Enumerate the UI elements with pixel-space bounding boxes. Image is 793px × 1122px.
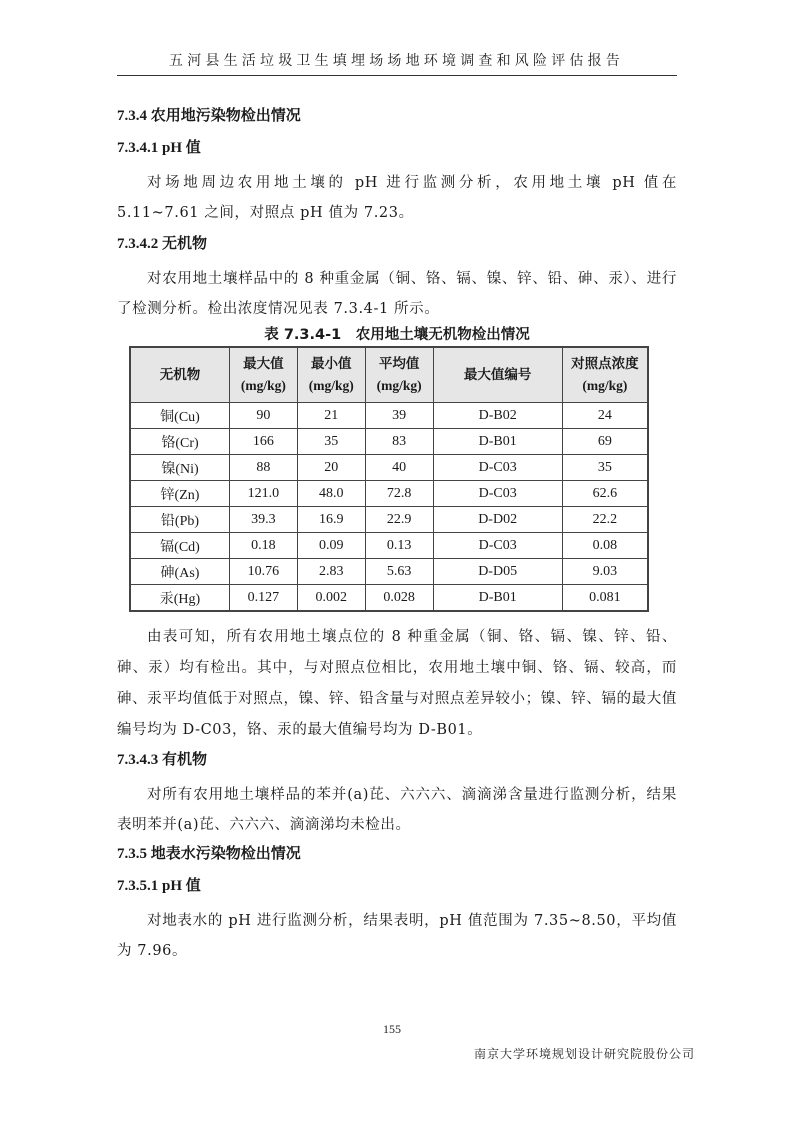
inorganic-table xyxy=(129,346,649,612)
table-row xyxy=(130,429,648,455)
table-cell: 0.002 xyxy=(297,585,365,612)
table-cell: D-B01 xyxy=(433,429,562,455)
table-cell: D-B02 xyxy=(433,403,562,429)
table-row xyxy=(130,481,648,507)
table-cell: 35 xyxy=(297,429,365,455)
column-header-label: 最小值 xyxy=(311,356,352,372)
table-cell: 2.83 xyxy=(297,559,365,585)
column-header xyxy=(365,347,433,403)
element-name-cell: 锌(Zn) xyxy=(130,481,229,507)
table-cell: 0.08 xyxy=(562,533,648,559)
column-header-label: 无机物 xyxy=(159,367,201,383)
table-cell: D-B01 xyxy=(433,585,562,612)
section-heading-7-3-5: 7.3.5 地表水污染物检出情况 xyxy=(117,846,301,862)
page-content xyxy=(117,104,677,966)
table-cell: 62.6 xyxy=(562,481,648,507)
table-cell: 35 xyxy=(562,455,648,481)
column-header xyxy=(433,347,562,403)
table-cell: 39.3 xyxy=(229,507,297,533)
table-cell: 21 xyxy=(297,403,365,429)
table-cell: 121.0 xyxy=(229,481,297,507)
element-name-cell: 砷(As) xyxy=(130,559,229,585)
table-row xyxy=(130,507,648,533)
paragraph-ph-water: 对地表水的 pH 进行监测分析，结果表明，pH 值范围为 7.35~8.50，平均值为 7.96。 xyxy=(117,913,677,959)
table-row xyxy=(130,403,648,429)
table-cell: 0.09 xyxy=(297,533,365,559)
table-cell: D-C03 xyxy=(433,455,562,481)
table-cell: 69 xyxy=(562,429,648,455)
table-cell: 10.76 xyxy=(229,559,297,585)
table-cell: 24 xyxy=(562,403,648,429)
column-header-label: 平均值 xyxy=(378,356,420,372)
table-row xyxy=(130,559,648,585)
table-cell: 22.2 xyxy=(562,507,648,533)
section-heading-7-3-4: 7.3.4 农用地污染物检出情况 xyxy=(117,108,301,124)
element-name-cell: 镍(Ni) xyxy=(130,455,229,481)
table-cell: 72.8 xyxy=(365,481,433,507)
table-cell: 16.9 xyxy=(297,507,365,533)
paragraph-analysis: 由表可知，所有农用地土壤点位的 8 种重金属（铜、铬、镉、镍、锌、铅、砷、汞）均有检出。其中，与对照点位相比，农用地土壤中铜、铬、镉、较高，而砷、汞平均值低于对照点，镍、锌、铅含量与对照点差异较小；镍、锌、镉的最大值编号均为 D-C03，铬、汞的最大值编号均为 D-B01。 xyxy=(117,629,677,738)
table-cell: 0.13 xyxy=(365,533,433,559)
element-name-cell: 汞(Hg) xyxy=(130,585,229,612)
table-cell: 0.127 xyxy=(229,585,297,612)
document-title: 五河县生活垃圾卫生填埋场场地环境调查和风险评估报告 xyxy=(169,53,624,69)
table-cell: D-C03 xyxy=(433,481,562,507)
column-header-unit: (mg/kg) xyxy=(240,378,286,393)
paragraph-organic: 对所有农用地土壤样品的苯并(a)芘、六六六、滴滴涕含量进行监测分析，结果表明苯并(a)芘、六六六、滴滴涕均未检出。 xyxy=(117,787,677,833)
table-cell: 20 xyxy=(297,455,365,481)
table-cell: 166 xyxy=(229,429,297,455)
element-name-cell: 铬(Cr) xyxy=(130,429,229,455)
section-heading-7-3-4-2: 7.3.4.2 无机物 xyxy=(117,236,208,252)
header-divider xyxy=(117,75,677,76)
table-cell: 0.18 xyxy=(229,533,297,559)
column-header xyxy=(229,347,297,403)
column-header-unit: (mg/kg) xyxy=(308,378,354,393)
table-caption: 表 7.3.4-1 农用地土壤无机物检出情况 xyxy=(264,327,530,343)
table-row xyxy=(130,455,648,481)
column-header-label: 最大值 xyxy=(243,356,284,372)
table-cell: 88 xyxy=(229,455,297,481)
table-cell: 0.028 xyxy=(365,585,433,612)
table-cell: 22.9 xyxy=(365,507,433,533)
table-cell: 90 xyxy=(229,403,297,429)
section-heading-7-3-5-1: 7.3.5.1 pH 值 xyxy=(117,878,201,894)
section-heading-7-3-4-3: 7.3.4.3 有机物 xyxy=(117,752,208,768)
column-header-label: 对照点浓度 xyxy=(571,356,639,372)
table-cell: 39 xyxy=(365,403,433,429)
element-name-cell: 镉(Cd) xyxy=(130,533,229,559)
column-header xyxy=(562,347,648,403)
table-cell: 5.63 xyxy=(365,559,433,585)
table-header-row xyxy=(130,347,648,403)
footer-organization: 南京大学环境规划设计研究院股份公司 xyxy=(474,1047,696,1061)
element-name-cell: 铜(Cu) xyxy=(130,403,229,429)
paragraph-inorganic: 对农用地土壤样品中的 8 种重金属（铜、铬、镉、镍、锌、铅、砷、汞）、进行了检测分析。检出浓度情况见表 7.3.4-1 所示。 xyxy=(117,271,677,317)
table-row xyxy=(130,585,648,612)
table-cell: D-D02 xyxy=(433,507,562,533)
element-name-cell: 铅(Pb) xyxy=(130,507,229,533)
table-cell: D-C03 xyxy=(433,533,562,559)
column-header xyxy=(130,347,229,403)
table-cell: 9.03 xyxy=(562,559,648,585)
column-header-unit: (mg/kg) xyxy=(582,378,628,393)
paragraph-ph-soil: 对场地周边农用地土壤的 pH 进行监测分析，农用地土壤 pH 值在 5.11~7.61 之间，对照点 pH 值为 7.23。 xyxy=(117,175,677,221)
table-cell: 83 xyxy=(365,429,433,455)
table-cell: 48.0 xyxy=(297,481,365,507)
column-header-unit: (mg/kg) xyxy=(376,378,422,393)
column-header-label: 最大值编号 xyxy=(463,367,532,383)
page-number: 155 xyxy=(383,1022,401,1036)
table-cell: D-D05 xyxy=(433,559,562,585)
table-cell: 40 xyxy=(365,455,433,481)
column-header xyxy=(297,347,365,403)
table-row xyxy=(130,533,648,559)
table-cell: 0.081 xyxy=(562,585,648,612)
section-heading-7-3-4-1: 7.3.4.1 pH 值 xyxy=(117,140,201,156)
